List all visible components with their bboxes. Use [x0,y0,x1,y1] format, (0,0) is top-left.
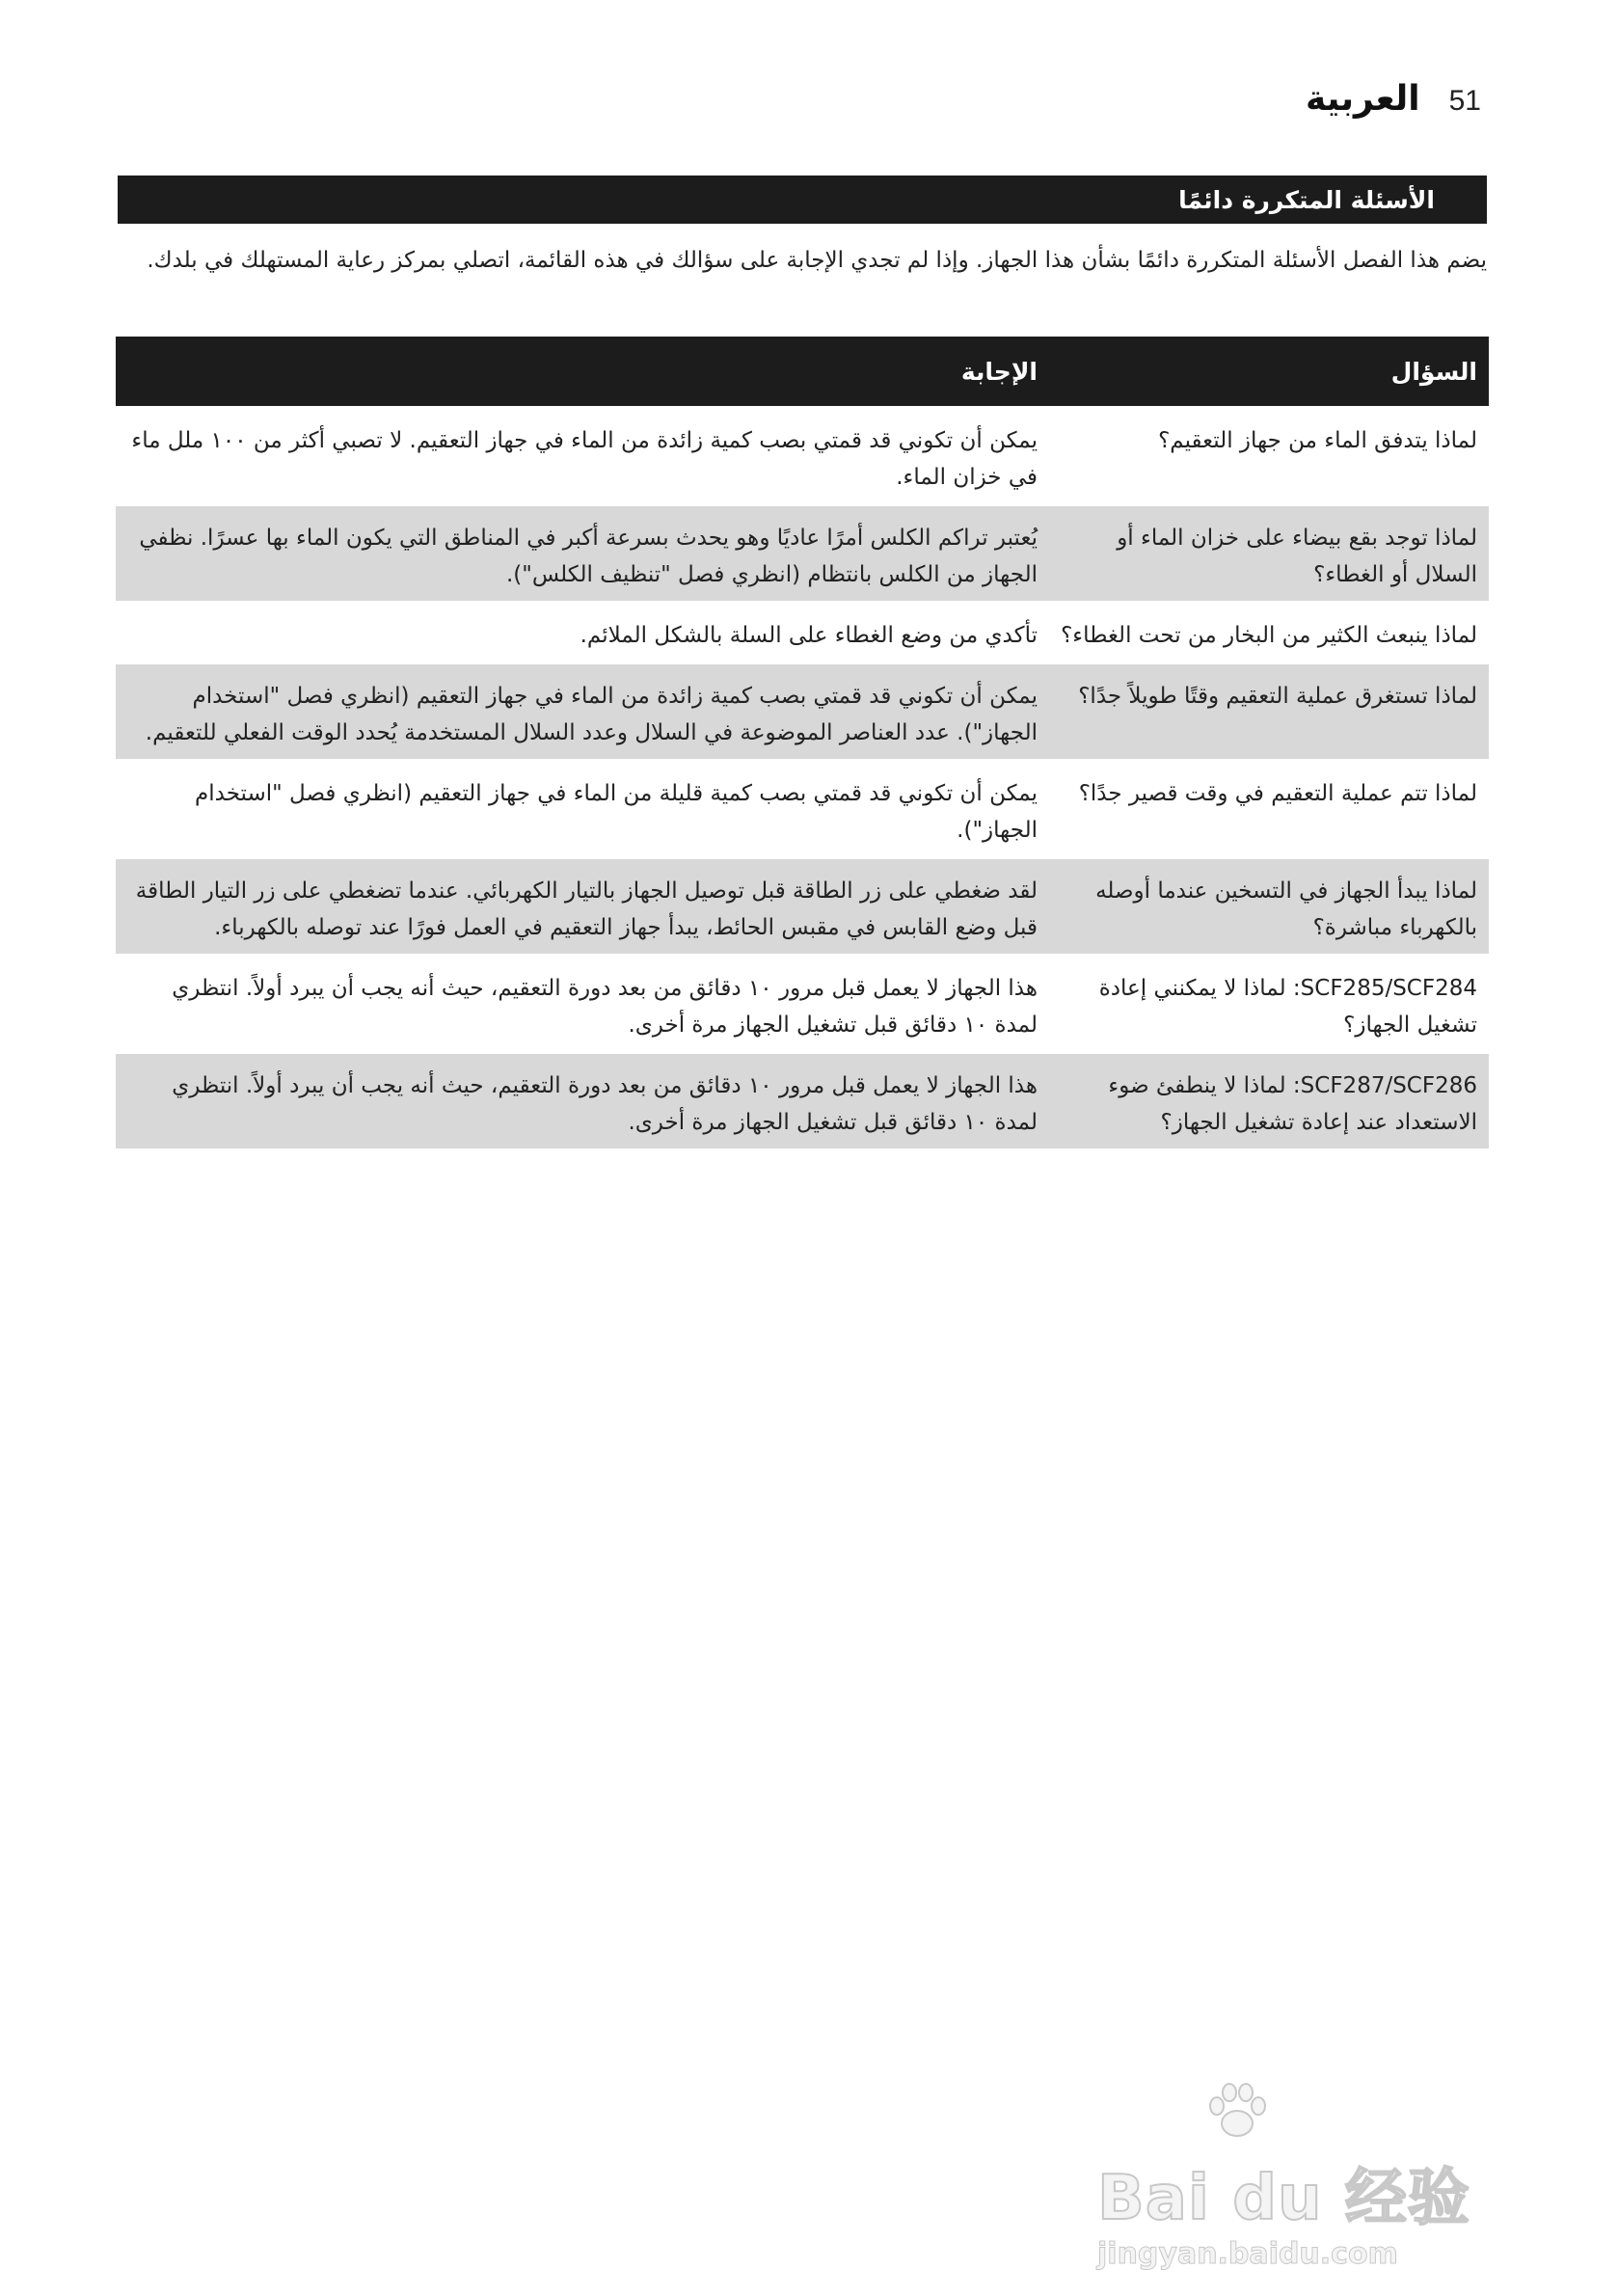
faq-table [116,334,1489,1151]
question-cell: لماذا يتدفق الماء من جهاز التعقيم؟ [1158,428,1477,453]
table-row [116,762,1489,856]
section-title: الأسئلة المتكررة دائمًا [1178,185,1435,214]
table-header-row [116,337,1489,406]
answer-cell: هذا الجهاز لا يعمل قبل مرور ١٠ دقائق من بعد دورة التعقيم، حيث أنه يجب أن يبرد أولاً. انتظري لمدة ١٠ دقائق قبل تشغيل الجهاز مرة أخرى. [172,976,1038,1038]
page-language-title: العربية [1306,79,1420,119]
answer-cell: يُعتبر تراكم الكلس أمرًا عاديًا وهو يحدث بسرعة أكبر في المناطق التي يكون الماء بها عسرًا. نظفي الجهاز من الكلس بانتظام (انظري فصل "تنظيف الكلس"). [116,506,1049,601]
table-row [116,664,1489,759]
answer-cell: يمكن أن تكوني قد قمتي بصب كمية زائدة من الماء في جهاز التعقيم (انظري فصل "استخدام الجهاز"). عدد العناصر الموضوعة في السلال وعدد السلال المستخدمة يُحدد الوقت الفعلي للتعقيم. [116,664,1049,759]
table-row [116,859,1489,954]
table-row [116,506,1489,601]
table-row [116,957,1489,1051]
page-number: 51 [1448,85,1481,117]
question-cell: SCF287/SCF286: لماذا لا ينطفئ ضوء الاستعداد عند إعادة تشغيل الجهاز؟ [1049,1054,1489,1148]
section-title-bar [118,176,1487,224]
watermark-url: jingyan.baidu.com [1097,2237,1398,2271]
answer-cell: لقد ضغطي على زر الطاقة قبل توصيل الجهاز بالتيار الكهربائي. عندما تضغطي على زر التيار الطاقة قبل وضع القابس في مقبس الحائط، يبدأ جهاز التعقيم في العمل فورًا عند توصله بالكهرباء. [116,859,1049,954]
page-header [1306,79,1481,119]
question-cell: لماذا يبدأ الجهاز في التسخين عندما أوصله بالكهرباء مباشرة؟ [1049,859,1489,954]
intro-paragraph: يضم هذا الفصل الأسئلة المتكررة دائمًا بشأن هذا الجهاز. وإذا لم تجدي الإجابة على سؤالك في هذه القائمة، اتصلي بمركز رعاية المستهلك في بلدك. [147,248,1487,273]
answer-cell: يمكن أن تكوني قد قمتي بصب كمية زائدة من الماء في جهاز التعقيم. لا تصبي أكثر من ١٠٠ ملل ماء في خزان الماء. [131,428,1038,490]
question-cell: لماذا تتم عملية التعقيم في وقت قصير جدًا؟ [1078,781,1477,806]
watermark-logo-text: Bai du 经验 [1097,2163,1470,2234]
question-cell: SCF285/SCF284: لماذا لا يمكنني إعادة تشغيل الجهاز؟ [1098,976,1477,1038]
table-row [116,604,1489,662]
answer-column-header: الإجابة [116,337,1049,406]
table-row [116,1054,1489,1148]
baidu-watermark [1097,2131,1522,2276]
answer-cell: يمكن أن تكوني قد قمتي بصب كمية قليلة من الماء في جهاز التعقيم (انظري فصل "استخدام الجهاز"). [195,781,1038,843]
question-cell: لماذا توجد بقع بيضاء على خزان الماء أو السلال أو الغطاء؟ [1049,506,1489,601]
question-cell: لماذا تستغرق عملية التعقيم وقتًا طويلاً جدًا؟ [1049,664,1489,759]
paw-icon [1203,2081,1271,2143]
answer-cell: هذا الجهاز لا يعمل قبل مرور ١٠ دقائق من بعد دورة التعقيم، حيث أنه يجب أن يبرد أولاً. انتظري لمدة ١٠ دقائق قبل تشغيل الجهاز مرة أخرى. [116,1054,1049,1148]
answer-cell: تأكدي من وضع الغطاء على السلة بالشكل الملائم. [580,623,1038,648]
question-cell: لماذا ينبعث الكثير من البخار من تحت الغطاء؟ [1061,623,1477,648]
question-column-header: السؤال [1049,337,1489,406]
table-row [116,409,1489,503]
